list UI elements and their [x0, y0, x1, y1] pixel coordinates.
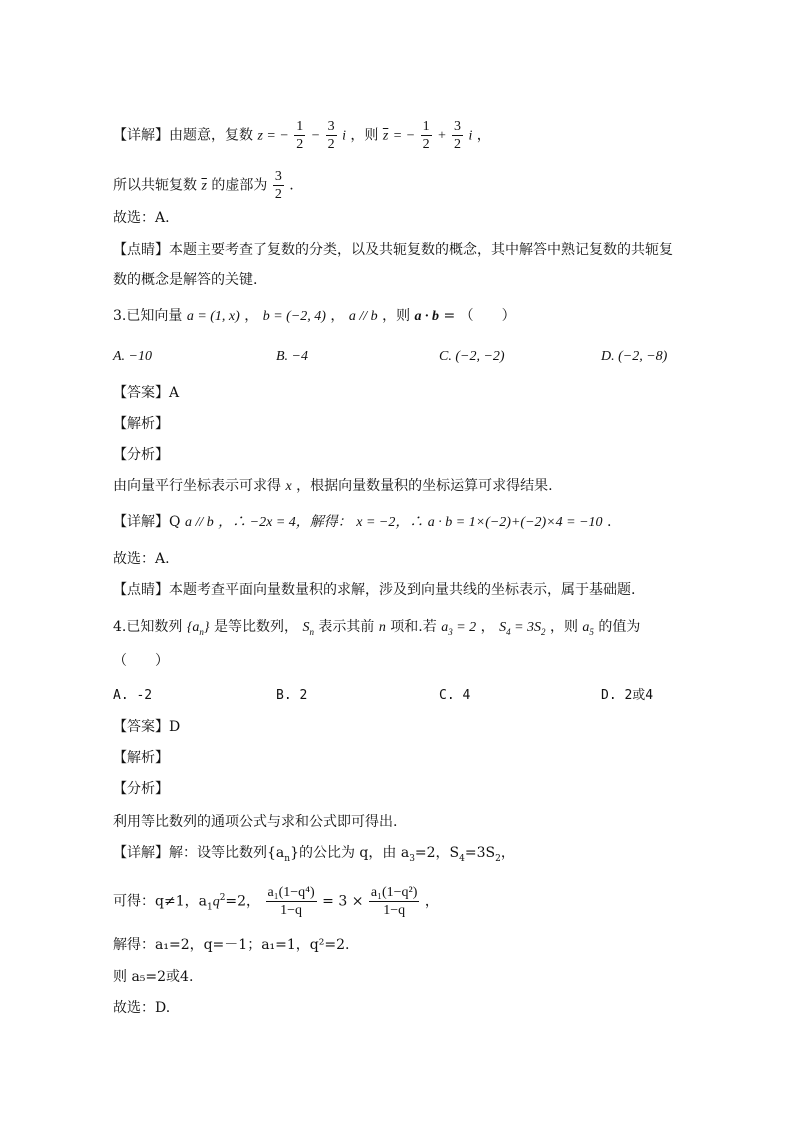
- text: =3S: [464, 845, 496, 861]
- math-zbar: $\overline{z}$: [382, 128, 389, 144]
- text: ，则: [382, 308, 411, 324]
- q3-option-a: A. −10: [113, 349, 152, 364]
- text: = 2: [452, 620, 477, 635]
- math-seq: [187, 620, 210, 635]
- text: = 3S: [510, 620, 542, 635]
- sub: 3: [409, 853, 415, 864]
- sub: 3: [448, 626, 453, 637]
- math-dot-result: a · b = 1×(−2)+(−2)×4 = −10: [427, 515, 603, 530]
- frac-den: 1−q: [383, 903, 406, 918]
- math-op: +: [437, 128, 447, 144]
- q4-option-c: C. 4: [439, 688, 471, 703]
- text: ，: [424, 893, 439, 910]
- q4-option-b: B. 2: [276, 688, 308, 703]
- frac-den: 1−q: [280, 903, 303, 918]
- sub: 2: [495, 853, 501, 864]
- q4-analysis: 利用等比数列的通项公式与求和公式即可得出.: [113, 814, 398, 830]
- frac-num: 3: [453, 119, 461, 134]
- note-line-cont: 数的概念是解答的关键.: [113, 272, 258, 288]
- q4-option-a: A. -2: [113, 688, 153, 703]
- text: 可得：q≠1，a: [113, 893, 207, 910]
- frac-num: a₁(1−q²): [370, 885, 418, 900]
- text: ，根据向量数量积的坐标运算可求得结果.: [296, 478, 553, 494]
- text: ，∴ −2x = 4，解得：: [218, 515, 352, 530]
- frac-den: 2: [422, 137, 430, 152]
- text: .: [289, 177, 294, 194]
- sup: 2: [219, 892, 226, 903]
- text: = 3 ×: [322, 893, 368, 910]
- q3-answer: 【答案】A: [113, 385, 180, 401]
- math-eq: = −: [392, 128, 416, 144]
- text: ，: [480, 619, 495, 635]
- math-zbar: $\overline{z}$: [201, 178, 207, 194]
- math-vec-a: a = (1, x): [186, 309, 240, 324]
- text: a: [582, 620, 590, 635]
- q3-note: 【点睛】本题考查平面向量数量积的求解，涉及到向量共线的坐标表示，属于基础题.: [113, 582, 636, 598]
- text: 的值为: [598, 619, 641, 635]
- sub: n: [284, 853, 291, 864]
- math-dot: a · b: [414, 309, 440, 324]
- math-op: −: [310, 128, 321, 144]
- sub: 2: [541, 626, 546, 637]
- sub: 4: [459, 853, 465, 864]
- text: 【详解】Q: [113, 514, 181, 530]
- text: 是等比数列，: [213, 619, 298, 635]
- math-a5: [582, 620, 594, 635]
- q4-jiexi: 【解析】: [113, 750, 169, 766]
- fraction: [273, 168, 284, 203]
- math-cond1: [441, 620, 476, 635]
- math-i: i: [468, 128, 473, 144]
- text: ，: [476, 127, 491, 144]
- text: ，: [500, 845, 515, 861]
- text: }的公比为 q，由 a: [290, 845, 410, 861]
- text: 【详解】解：设等比数列{a: [113, 845, 285, 861]
- math-i: i: [342, 128, 346, 144]
- sub: 1: [206, 902, 213, 913]
- math-vec-b: b = (−2, 4): [262, 309, 326, 324]
- text: 由向量平行坐标表示可求得: [113, 478, 281, 494]
- text: .: [606, 514, 612, 530]
- q4-choose: 故选：D.: [113, 1000, 171, 1016]
- frac-den: 2: [274, 187, 282, 202]
- text: = （ ）: [443, 308, 516, 324]
- q3-option-d: D. (−2, −8): [601, 349, 668, 364]
- detail-label: 【详解】由题意，复数: [113, 127, 253, 144]
- text: ，: [244, 308, 259, 324]
- fraction: [421, 118, 432, 153]
- q4-detail: [113, 843, 515, 869]
- math-x: x: [285, 479, 292, 494]
- text: 所以共轭复数: [113, 177, 197, 194]
- text: }: [203, 620, 210, 635]
- fraction: [294, 118, 305, 153]
- q3-stem: [113, 306, 516, 327]
- text: 项和.若: [390, 619, 437, 635]
- text: 表示其前: [318, 619, 375, 635]
- q4-paren: （ ）: [113, 653, 169, 669]
- choose-line: 故选：A.: [113, 210, 170, 226]
- q3-analysis: [113, 476, 553, 497]
- frac-den: 2: [453, 137, 461, 152]
- frac-den: 2: [296, 137, 304, 152]
- math-n: n: [378, 620, 386, 635]
- text: =2，: [225, 893, 261, 910]
- q3-choose: 故选：A.: [113, 551, 170, 567]
- sub: 4: [506, 626, 511, 637]
- text: S: [302, 620, 310, 635]
- text: 3.已知向量: [113, 308, 183, 324]
- frac-num: 1: [422, 119, 430, 134]
- math-x-val: x = −2，∴: [356, 515, 424, 530]
- frac-num: 1: [296, 119, 304, 134]
- text: a: [441, 620, 449, 635]
- text: =2，S: [414, 845, 460, 861]
- text: 的虚部为: [211, 177, 268, 194]
- q3-fenxi: 【分析】: [113, 447, 169, 463]
- text: {a: [186, 620, 200, 635]
- fraction: [266, 884, 317, 919]
- q4-get: [113, 884, 439, 919]
- q3-detail: [113, 512, 611, 533]
- note-line: 【点睛】本题主要考查了复数的分类，以及共轭复数的概念，其中解答中熟记复数的共轭复: [113, 242, 673, 258]
- frac-den: 2: [327, 137, 335, 152]
- frac-num: 3: [274, 169, 282, 184]
- detail-line-complex: [113, 118, 491, 153]
- q4-then: 则 a₅=2或4.: [113, 969, 194, 985]
- q3-jiexi: 【解析】: [113, 416, 169, 432]
- math-cond2: [499, 620, 545, 635]
- text: ，则: [549, 619, 578, 635]
- math-Sn: [302, 620, 314, 635]
- q3-option-c: C. (−2, −2): [439, 349, 505, 364]
- q4-answer: 【答案】D: [113, 719, 181, 735]
- text: 4.已知数列: [113, 619, 183, 635]
- imag-part-line: [113, 168, 294, 203]
- fraction: [326, 118, 337, 153]
- q3-option-b: B. −4: [276, 349, 308, 364]
- math-parallel: a // b: [348, 309, 378, 324]
- q4-fenxi: 【分析】: [113, 781, 169, 797]
- math-z-eq: z = −: [257, 128, 289, 144]
- fraction: [452, 118, 463, 153]
- frac-num: 3: [327, 119, 335, 134]
- q4-option-d: D. 2或4: [601, 688, 654, 703]
- sub: 5: [589, 626, 594, 637]
- q4-solve: 解得：a₁=2，q=－1；a₁=1，q²=2.: [113, 937, 350, 953]
- text: S: [499, 620, 507, 635]
- sub: n: [199, 626, 204, 637]
- frac-num: a₁(1−q⁴): [267, 885, 315, 900]
- fraction: [369, 884, 420, 919]
- math-q: q: [212, 894, 220, 910]
- q4-stem: [113, 617, 640, 642]
- sub: n: [309, 626, 314, 637]
- math-parallel: a // b: [184, 515, 214, 530]
- text: ，则: [350, 127, 379, 144]
- text: ，: [330, 308, 345, 324]
